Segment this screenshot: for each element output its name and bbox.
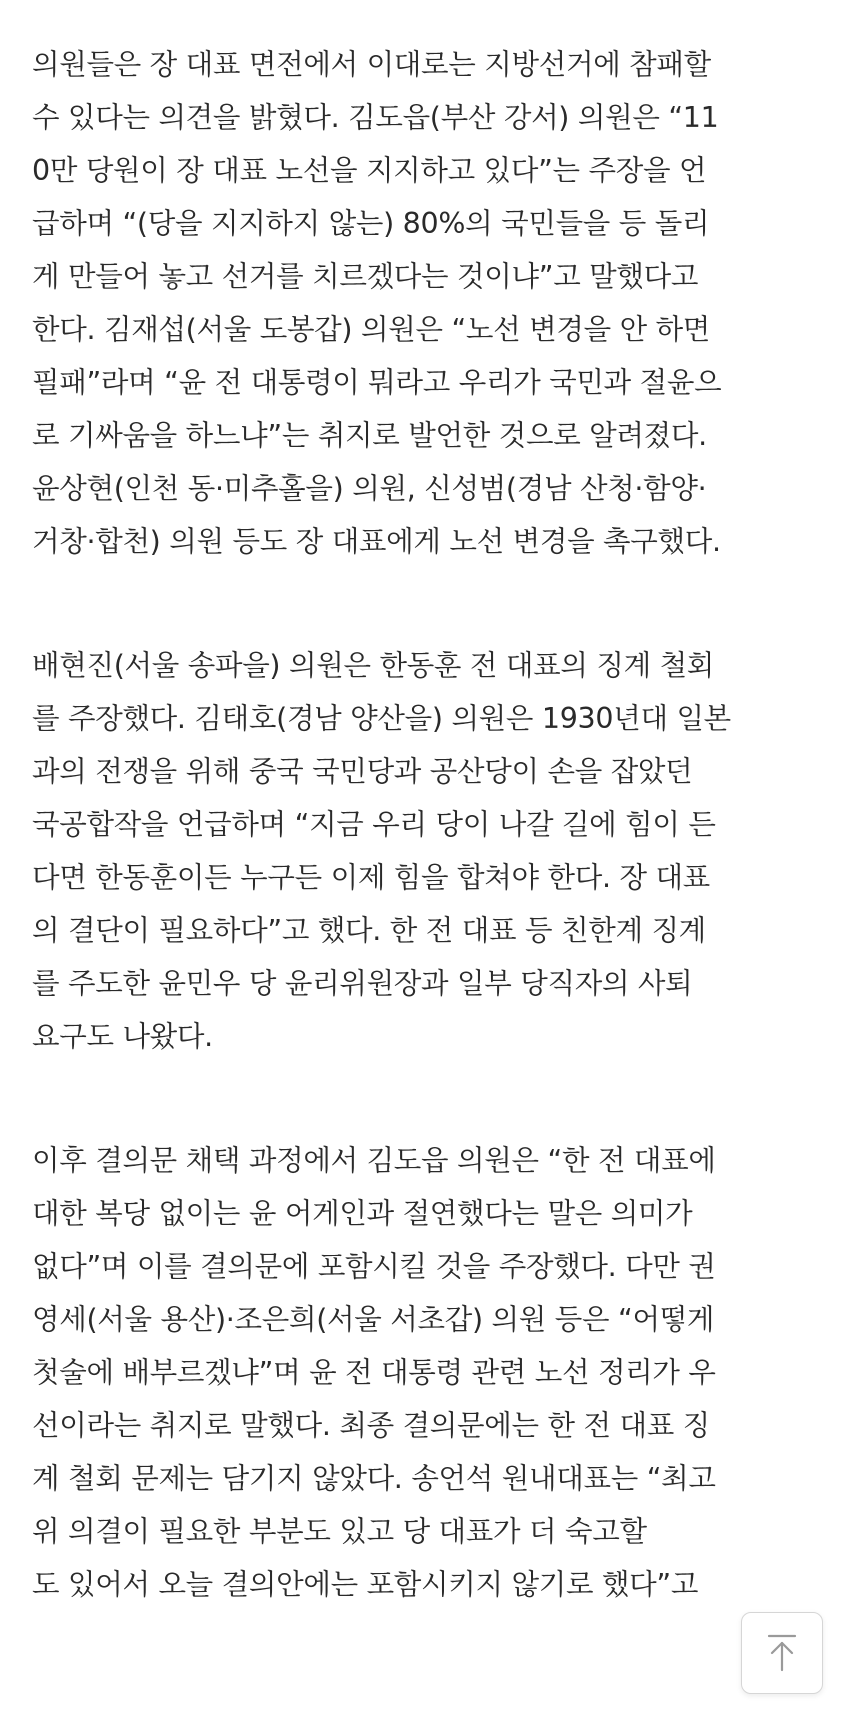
paragraph-line: 의원들은 장 대표 면전에서 이대로는 지방선거에 참패할: [32, 48, 711, 81]
paragraph-line: 한다. 김재섭(서울 도봉갑) 의원은 “노선 변경을 안 하면: [32, 313, 711, 346]
paragraph-line: 위 의결이 필요한 부분도 있고 당 대표가 더 숙고할: [32, 1515, 647, 1548]
paragraph-line: 를 주도한 윤민우 당 윤리위원장과 일부 당직자의 사퇴: [32, 967, 693, 1000]
paragraph-line: 다면 한동훈이든 누구든 이제 힘을 합쳐야 한다. 장 대표: [32, 861, 710, 894]
paragraph-line: 도 있어서 오늘 결의안에는 포함시키지 않기로 했다”고: [32, 1568, 699, 1601]
paragraph-line: 윤상현(인천 동·미추홀을) 의원, 신성범(경남 산청·함양·: [32, 472, 707, 505]
paragraph-line: 국공합작을 언급하며 “지금 우리 당이 나갈 길에 힘이 든: [32, 808, 716, 841]
paragraph-line: 0만 당원이 장 대표 노선을 지지하고 있다”는 주장을 언: [32, 154, 707, 187]
arrow-up-icon: [767, 1634, 797, 1672]
paragraph-line: 로 기싸움을 하느냐”는 취지로 발언한 것으로 알려졌다.: [32, 419, 707, 452]
paragraph-line: 계 철회 문제는 담기지 않았다. 송언석 원내대표는 “최고: [32, 1462, 716, 1495]
paragraph-line: 과의 전쟁을 위해 중국 국민당과 공산당이 손을 잡았던: [32, 755, 693, 788]
paragraph-line: 수 있다는 의견을 밝혔다. 김도읍(부산 강서) 의원은 “11: [32, 101, 719, 134]
paragraph-3: [32, 1134, 822, 1611]
paragraph-line: 영세(서울 용산)·조은희(서울 서초갑) 의원 등은 “어떻게: [32, 1303, 715, 1336]
scroll-to-top-button[interactable]: [741, 1612, 823, 1694]
paragraph-line: 이후 결의문 채택 과정에서 김도읍 의원은 “한 전 대표에: [32, 1144, 716, 1177]
paragraph-line: 급하며 “(당을 지지하지 않는) 80%의 국민들을 등 돌리: [32, 207, 710, 240]
paragraph-line: 없다”며 이를 결의문에 포함시킬 것을 주장했다. 다만 권: [32, 1250, 716, 1283]
paragraph-line: 거창·합천) 의원 등도 장 대표에게 노선 변경을 촉구했다.: [32, 525, 721, 558]
paragraph-line: 선이라는 취지로 말했다. 최종 결의문에는 한 전 대표 징: [32, 1409, 710, 1442]
paragraph-line: 를 주장했다. 김태호(경남 양산을) 의원은 1930년대 일본: [32, 702, 731, 735]
paragraph-line: 대한 복당 없이는 윤 어게인과 절연했다는 말은 의미가: [32, 1197, 693, 1230]
paragraph-line: 요구도 나왔다.: [32, 1020, 213, 1053]
paragraph-line: 게 만들어 놓고 선거를 치르겠다는 것이냐”고 말했다고: [32, 260, 699, 293]
paragraph-line: 배현진(서울 송파을) 의원은 한동훈 전 대표의 징계 철회: [32, 649, 715, 682]
article-body: [32, 38, 822, 1682]
paragraph-line: 필패”라며 “윤 전 대통령이 뭐라고 우리가 국민과 절윤으: [32, 366, 722, 399]
paragraph-2: [32, 639, 822, 1063]
paragraph-line: 의 결단이 필요하다”고 했다. 한 전 대표 등 친한계 징계: [32, 914, 706, 947]
paragraph-1: [32, 38, 822, 568]
paragraph-line: 첫술에 배부르겠냐”며 윤 전 대통령 관련 노선 정리가 우: [32, 1356, 716, 1389]
